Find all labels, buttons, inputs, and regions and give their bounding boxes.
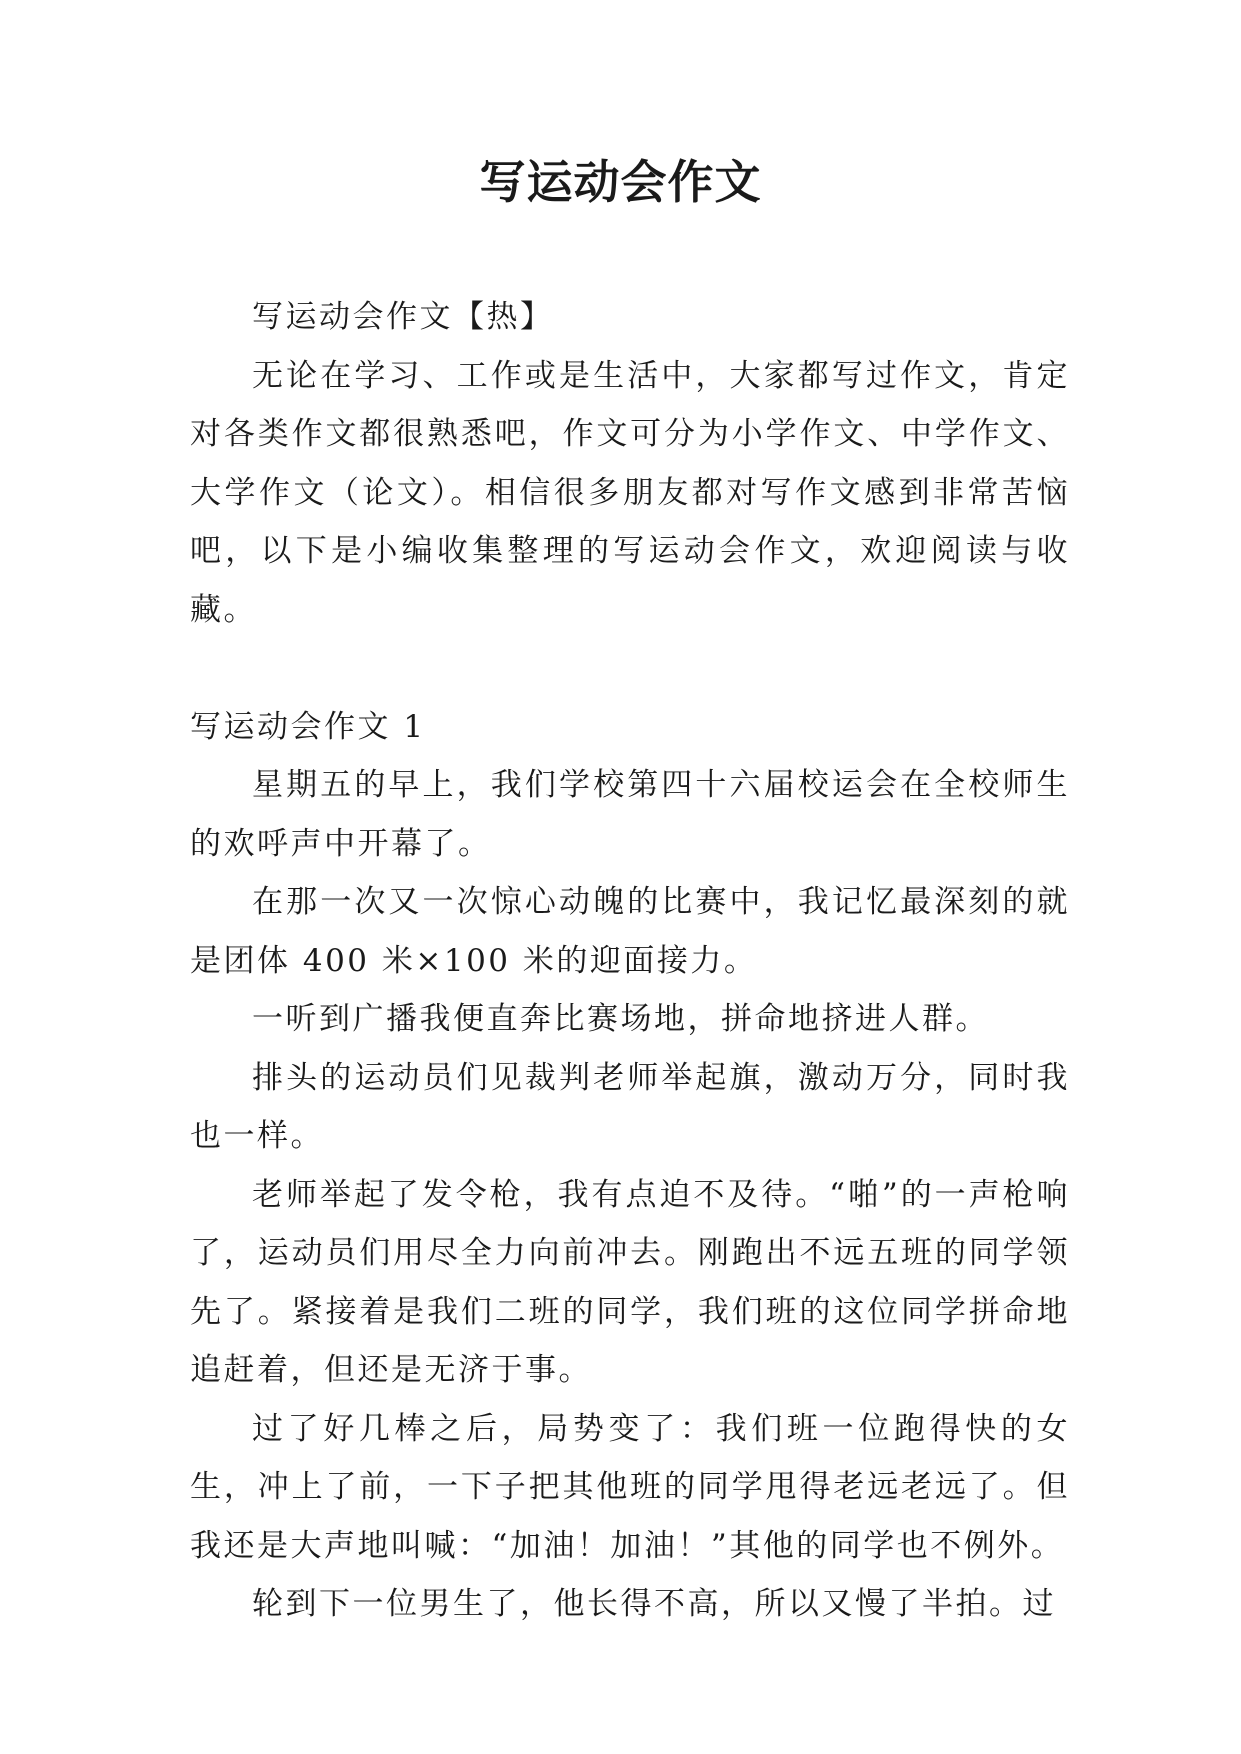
document-title: 写运动会作文 [479,155,762,209]
intro-paragraph: 无论在学习、工作或是生活中，大家都写过作文，肯定对各类作文都很熟悉吧，作文可分为小学作文、中学作文、大学作文（论文）。相信很多朋友都对写作文感到非常苦恼吧，以下是小编收集整理的写运动会作文，欢迎阅读与收藏。 [190,357,1070,628]
document-body [190,288,1070,1634]
body-paragraph: 在那一次又一次惊心动魄的比赛中，我记忆最深刻的就是团体 400 米×100 米的迎面接力。 [190,884,1070,979]
body-paragraph: 一听到广播我便直奔比赛场地，拼命地挤进人群。 [252,1001,989,1037]
document-subtitle: 写运动会作文【热】 [252,299,554,335]
body-paragraph: 星期五的早上，我们学校第四十六届校运会在全校师生的欢呼声中开幕了。 [190,767,1070,862]
body-paragraph: 排头的运动员们见裁判老师举起旗，激动万分，同时我也一样。 [190,1059,1070,1154]
section-spacer [190,639,1070,698]
section-heading: 写运动会作文 1 [190,708,426,745]
body-paragraph: 过了好几棒之后，局势变了：我们班一位跑得快的女生，冲上了前，一下子把其他班的同学甩得老远老远了。但我还是大声地叫喊：“加油！加油！”其他的同学也不例外。 [190,1410,1070,1564]
body-paragraph: 老师举起了发令枪，我有点迫不及待。“啪”的一声枪响了，运动员们用尽全力向前冲去。刚跑出不远五班的同学领先了。紧接着是我们二班的同学，我们班的这位同学拼命地追赶着，但还是无济于事。 [190,1176,1070,1388]
body-paragraph: 轮到下一位男生了，他长得不高，所以又慢了半拍。过 [252,1586,1056,1622]
